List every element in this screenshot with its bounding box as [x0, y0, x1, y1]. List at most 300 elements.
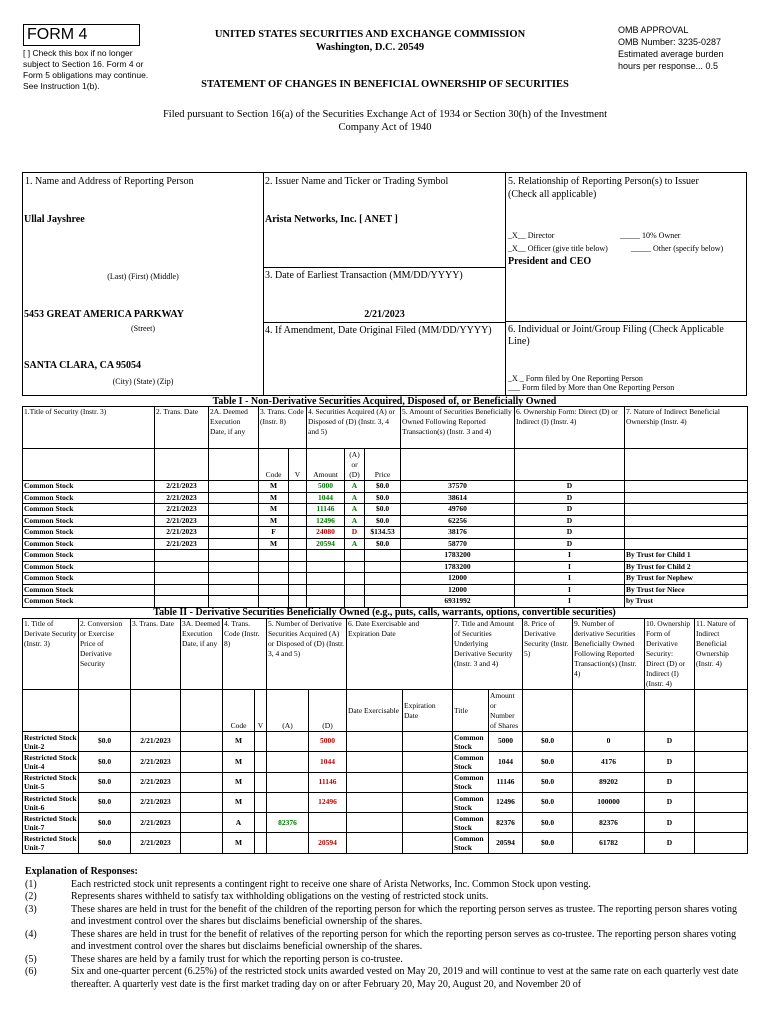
table2-cell: $0.0 [79, 732, 131, 752]
table2-cell [403, 792, 453, 812]
table2-cell: 2/21/2023 [131, 732, 181, 752]
table1-row [23, 584, 748, 596]
table2-cell: 20594 [309, 833, 347, 853]
table2-cell: Common Stock [453, 792, 489, 812]
explanation-section [25, 866, 745, 991]
table1-cell: D [515, 515, 625, 527]
table1-cell [289, 504, 307, 516]
table1-cell [289, 515, 307, 527]
table1-cell [289, 538, 307, 550]
table1-cell [345, 550, 365, 562]
table1-cell [209, 527, 259, 539]
table1-cell: 38176 [401, 527, 515, 539]
reporter-city: SANTA CLARA, CA 95054 [24, 360, 142, 371]
t2-h-date: 3. Trans. Date [131, 619, 181, 690]
explanation-number: (2) [25, 891, 37, 902]
table1-cell: Common Stock [23, 550, 155, 562]
table2-cell [181, 813, 223, 833]
box1-label: 1. Name and Address of Reporting Person [25, 176, 194, 187]
table1-cell [209, 481, 259, 493]
table1-cell: I [515, 584, 625, 596]
table1-cell [209, 561, 259, 573]
t1-h-amount: 5. Amount of Securities Beneficially Owned Following Reported Transaction(s) (Instr. 3 and 4) [401, 407, 515, 449]
table1-cell: D [515, 492, 625, 504]
table2-cell [403, 813, 453, 833]
explanation-text: Represents shares withheld to satisfy tax withholding obligations on the vesting of restricted stock units. [71, 891, 489, 902]
t2-h-number: 5. Number of Derivative Securities Acquired (A) or Disposed of (D) (Instr. 3, 4 and 5) [267, 619, 347, 690]
table1-cell [289, 584, 307, 596]
table2-cell [695, 833, 748, 853]
t2-h-form: 10. Ownership Form of Derivative Security: Direct (D) or Indirect (I) (Instr. 4) [645, 619, 695, 690]
table2-cell [255, 813, 267, 833]
table1-cell: $0.0 [365, 481, 401, 493]
table2-cell: D [645, 732, 695, 752]
table2-cell [181, 732, 223, 752]
box6-label: 6. Individual or Joint/Group Filing (Check Applicable Line) [508, 324, 724, 347]
table2 [22, 618, 748, 854]
t2-sub-code: Code [223, 690, 255, 732]
street-caption: (Street) [131, 324, 155, 333]
box5-label: 5. Relationship of Reporting Person(s) to Issuer [508, 176, 699, 187]
table1-cell: 1783200 [401, 550, 515, 562]
table2-cell [347, 792, 403, 812]
t1-h-date: 2. Trans. Date [155, 407, 209, 449]
table1-cell [345, 596, 365, 608]
table2-cell [267, 833, 309, 853]
table1-cell [155, 550, 209, 562]
table1-cell: 11146 [307, 504, 345, 516]
t2-h-title: 1. Title of Derivate Security (Instr. 3) [23, 619, 79, 690]
table2-row [23, 772, 748, 792]
earliest-date: 2/21/2023 [364, 309, 405, 320]
table1-cell: By Trust for Child 2 [625, 561, 748, 573]
explanation-number: (1) [25, 878, 37, 890]
table2-cell [255, 833, 267, 853]
rel-other: _____ Other (specify below) [631, 244, 724, 253]
table2-cell: 1044 [489, 752, 523, 772]
table1-cell: Common Stock [23, 561, 155, 573]
t1-h-acquired: 4. Securities Acquired (A) or Disposed of (D) (Instr. 3, 4 and 5) [307, 407, 401, 449]
t2-sub-title: Title [453, 690, 489, 732]
check-box-note: [ ] Check this box if no longer subject to Section 16. Form 4 or Form 5 obligations may continue. See Instruction 1(b). [23, 48, 149, 91]
table1-cell: Common Stock [23, 573, 155, 585]
table2-cell [267, 772, 309, 792]
table1-cell: 2/21/2023 [155, 527, 209, 539]
table1-cell [209, 584, 259, 596]
table2-cell [347, 772, 403, 792]
table1-cell [155, 584, 209, 596]
table1-cell [289, 492, 307, 504]
table1-cell: 1044 [307, 492, 345, 504]
table2-cell: M [223, 752, 255, 772]
table1-row [23, 515, 748, 527]
table1-cell: D [515, 538, 625, 550]
table2-title: Table II - Derivative Securities Beneficially Owned (e.g., puts, calls, warrants, options, convertible securities) [153, 607, 616, 618]
table2-cell: Common Stock [453, 752, 489, 772]
explanation-item [25, 954, 745, 967]
table1-cell: M [259, 481, 289, 493]
table2-cell [403, 732, 453, 752]
table2-cell: Restricted Stock Unit-2 [24, 732, 77, 751]
table1-cell: 12000 [401, 584, 515, 596]
table2-cell: 11146 [489, 772, 523, 792]
table1-cell [209, 550, 259, 562]
table2-row [23, 792, 748, 812]
t2-h-exercisable: 6. Date Exercisable and Expiration Date [347, 619, 453, 690]
table1-cell [625, 527, 748, 539]
table1-cell [289, 561, 307, 573]
table1-cell [345, 573, 365, 585]
explanation-item [25, 891, 745, 904]
explanation-title: Explanation of Responses: [25, 866, 138, 877]
table2-cell: 5000 [309, 732, 347, 752]
table1-cell [155, 561, 209, 573]
table2-cell: $0.0 [523, 732, 573, 752]
t1-sub-code: Code [259, 449, 289, 481]
table2-cell: $0.0 [523, 792, 573, 812]
table1-cell: A [345, 504, 365, 516]
table2-cell: Restricted Stock Unit-5 [24, 773, 77, 792]
explanation-item [25, 929, 745, 954]
explanation-text: Six and one-quarter percent (6.25%) of the restricted stock units awarded vested on May 20, 2019 and will continue to vest at the same rate on each quarterly vest date thereafter. A quarterly vest date is the first market trading day on or after February 20, May 20, August 20, and November 20 of [71, 966, 739, 990]
table2-cell: $0.0 [523, 833, 573, 853]
explanation-text: These shares are held by a family trust for which the reporting person is co-trustee. [71, 953, 403, 965]
table2-cell [695, 772, 748, 792]
table1-cell [209, 504, 259, 516]
table1-cell: $0.0 [365, 515, 401, 527]
city-caption: (City) (State) (Zip) [112, 377, 174, 386]
table1-cell: By Trust for Nephew [625, 573, 748, 585]
table1-title: Table I - Non-Derivative Securities Acquired, Disposed of, or Beneficially Owned [212, 396, 557, 407]
table2-cell: 11146 [309, 772, 347, 792]
table1-cell [365, 561, 401, 573]
t1-h-title: 1.Title of Security (Instr. 3) [23, 407, 155, 449]
table2-cell [255, 752, 267, 772]
t2-sub-d: (D) [309, 690, 347, 732]
table1-cell [365, 596, 401, 608]
table1-cell [365, 584, 401, 596]
table2-cell [181, 752, 223, 772]
omb-approval [618, 24, 758, 72]
table1-row [23, 538, 748, 550]
t2-sub-shares: Amount or Number of Shares [489, 690, 523, 732]
table1-row [23, 561, 748, 573]
t2-h-conversion: 2. Conversion or Exercise Price of Derivative Security [79, 619, 131, 690]
agency-name [180, 28, 560, 54]
table2-cell: A [223, 813, 255, 833]
t1-h-nature: 7. Nature of Indirect Beneficial Ownership (Instr. 4) [625, 407, 748, 449]
rel-ten-percent: _____ 10% Owner [620, 231, 681, 240]
table2-cell [255, 772, 267, 792]
table1-cell [289, 596, 307, 608]
table1-cell [289, 481, 307, 493]
t1-h-form: 6. Ownership Form: Direct (D) or Indirect (I) (Instr. 4) [515, 407, 625, 449]
table1-cell: 2/21/2023 [155, 492, 209, 504]
t2-h-underlying: 7. Title and Amount of Securities Underlying Derivative Security (Instr. 3 and 4) [453, 619, 523, 690]
table2-cell: 61782 [573, 833, 645, 853]
table2-cell: $0.0 [79, 813, 131, 833]
explanation-number: (4) [25, 928, 37, 940]
table1-cell [625, 504, 748, 516]
table1-cell: A [345, 492, 365, 504]
table2-cell: D [645, 833, 695, 853]
t2-sub-v: V [255, 690, 267, 732]
table2-cell: Restricted Stock Unit-6 [24, 793, 77, 812]
table2-cell [181, 833, 223, 853]
table2-cell: D [645, 813, 695, 833]
table1-cell: A [345, 481, 365, 493]
officer-title: President and CEO [508, 256, 592, 267]
t1-h-deemed: 2A. Deemed Execution Date, if any [209, 407, 259, 449]
table2-cell: 82376 [267, 813, 309, 833]
reporter-name: Ullal Jayshree [24, 214, 85, 225]
table1-cell: $0.0 [365, 538, 401, 550]
t1-sub-aord: (A) or (D) [345, 449, 365, 481]
table1-cell [259, 550, 289, 562]
table2-cell [267, 732, 309, 752]
table1-cell [259, 573, 289, 585]
table2-cell: 2/21/2023 [131, 813, 181, 833]
table1-cell: By Trust for Niece [625, 584, 748, 596]
table1-cell: 38614 [401, 492, 515, 504]
table2-cell: D [645, 772, 695, 792]
table2-cell [347, 732, 403, 752]
table1-cell [259, 561, 289, 573]
table2-cell: D [645, 792, 695, 812]
table1-cell [345, 561, 365, 573]
table1-cell: 1783200 [401, 561, 515, 573]
table2-cell [267, 792, 309, 812]
table1-cell: D [515, 527, 625, 539]
table2-cell: Restricted Stock Unit-7 [24, 813, 77, 832]
table1-row [23, 596, 748, 608]
t2-h-price: 8. Price of Derivative Security (Instr. 5) [523, 619, 573, 690]
explanation-item [25, 966, 745, 991]
table2-cell: Common Stock [453, 833, 489, 853]
filing-one: _X _ Form filed by One Reporting Person [508, 374, 643, 383]
table1-cell: M [259, 538, 289, 550]
table1-cell: I [515, 550, 625, 562]
table2-cell: M [223, 792, 255, 812]
table1-cell [625, 515, 748, 527]
table2-cell: 12496 [309, 792, 347, 812]
table2-cell: 12496 [489, 792, 523, 812]
table1-cell: I [515, 561, 625, 573]
filed-pursuant: Filed pursuant to Section 16(a) of the Securities Exchange Act of 1934 or Section 30(h) of the Investment Company Act of 1940 [162, 109, 608, 133]
table2-cell [347, 813, 403, 833]
table2-cell: Restricted Stock Unit-7 [24, 834, 77, 853]
table2-row [23, 752, 748, 772]
table1-cell: 12000 [401, 573, 515, 585]
table1-cell: Common Stock [23, 515, 155, 527]
reporter-street: 5453 GREAT AMERICA PARKWAY [24, 309, 184, 320]
table2-cell: $0.0 [79, 792, 131, 812]
table2-cell [403, 772, 453, 792]
table2-cell [267, 752, 309, 772]
table2-cell: 20594 [489, 833, 523, 853]
table1-cell: A [345, 515, 365, 527]
table2-cell: Common Stock [453, 813, 489, 833]
table1-cell [209, 492, 259, 504]
table2-cell [695, 813, 748, 833]
table1-cell: Common Stock [23, 481, 155, 493]
table2-cell [181, 792, 223, 812]
table2-cell: Common Stock [453, 772, 489, 792]
t2-sub-expiration: Expiration Date [403, 690, 453, 732]
t1-h-code: 3. Trans. Code (Instr. 8) [259, 407, 307, 449]
table2-cell: M [223, 833, 255, 853]
table2-cell: 2/21/2023 [131, 752, 181, 772]
table1-cell: 49760 [401, 504, 515, 516]
omb-burden-2: hours per response... 0.5 [618, 61, 719, 71]
explanation-text: Each restricted stock unit represents a contingent right to receive one share of Arista Networks, Inc. Common Stock upon vesting. [71, 878, 591, 890]
table1-cell [209, 596, 259, 608]
table1-cell: Common Stock [23, 538, 155, 550]
table1 [22, 406, 748, 608]
table1-row [23, 504, 748, 516]
table2-cell: $0.0 [79, 833, 131, 853]
table1-cell: 6931992 [401, 596, 515, 608]
table1-row [23, 527, 748, 539]
table1-cell: D [515, 504, 625, 516]
table2-cell: 2/21/2023 [131, 792, 181, 812]
table2-cell: 100000 [573, 792, 645, 812]
explanation-number: (5) [25, 953, 37, 965]
t1-sub-v: V [289, 449, 307, 481]
table2-row [23, 833, 748, 853]
table1-cell [307, 550, 345, 562]
table2-cell: $0.0 [79, 772, 131, 792]
table1-cell [289, 527, 307, 539]
table1-cell: Common Stock [23, 527, 155, 539]
omb-burden-1: Estimated average burden [618, 49, 724, 59]
t2-h-nature: 11. Nature of Indirect Beneficial Ownership (Instr. 4) [695, 619, 748, 690]
table1-row [23, 492, 748, 504]
table1-cell [365, 550, 401, 562]
table1-cell: $0.0 [365, 504, 401, 516]
t1-sub-amount: Amount [307, 449, 345, 481]
table1-cell: 2/21/2023 [155, 504, 209, 516]
box4-label: 4. If Amendment, Date Original Filed (MM/DD/YYYY) [265, 325, 492, 336]
table1-cell: A [345, 538, 365, 550]
table1-cell: 12496 [307, 515, 345, 527]
table1-cell: 20594 [307, 538, 345, 550]
table1-cell: I [515, 596, 625, 608]
table1-cell [209, 538, 259, 550]
table2-cell [403, 833, 453, 853]
table1-cell: D [345, 527, 365, 539]
table1-cell [365, 573, 401, 585]
omb-number: OMB Number: 3235-0287 [618, 37, 722, 47]
table1-cell [307, 596, 345, 608]
table1-cell: By Trust for Child 1 [625, 550, 748, 562]
table2-cell: 82376 [573, 813, 645, 833]
explanation-text: These shares are held in trust for the benefit of relatives of the reporting person for which the reporting person serves as co-trustee. The reporting person shares voting and investment control over the shares but disclaims beneficial ownership of the shares. [71, 928, 737, 952]
t2-h-owned: 9. Number of derivative Securities Beneficially Owned Following Reported Transaction(s) (Instr. 4) [573, 619, 645, 690]
table1-row [23, 573, 748, 585]
issuer-name: Arista Networks, Inc. [ ANET ] [265, 214, 398, 225]
omb-title: OMB APPROVAL [618, 25, 689, 35]
table2-cell: 82376 [489, 813, 523, 833]
table2-cell: 0 [573, 732, 645, 752]
table1-cell: Common Stock [23, 492, 155, 504]
table2-cell [181, 772, 223, 792]
table1-cell [345, 584, 365, 596]
table2-cell [347, 752, 403, 772]
table1-cell: 2/21/2023 [155, 538, 209, 550]
table2-cell: 2/21/2023 [131, 772, 181, 792]
form-title: FORM 4 [23, 24, 140, 46]
explanation-item [25, 904, 745, 929]
explanation-number: (3) [25, 903, 37, 915]
table2-cell [255, 792, 267, 812]
table1-cell [307, 573, 345, 585]
table1-cell: 62256 [401, 515, 515, 527]
table2-cell: M [223, 772, 255, 792]
agency-line-2: Washington, D.C. 20549 [315, 42, 425, 53]
table1-cell: 58770 [401, 538, 515, 550]
table1-cell [307, 584, 345, 596]
agency-line-1: UNITED STATES SECURITIES AND EXCHANGE COMMISSION [214, 29, 526, 40]
table2-row [23, 732, 748, 752]
table2-cell: Restricted Stock Unit-4 [24, 752, 77, 771]
box3-label: 3. Date of Earliest Transaction (MM/DD/YYYY) [265, 270, 463, 281]
table1-cell: Common Stock [23, 504, 155, 516]
box5-sub: (Check all applicable) [508, 189, 597, 200]
table1-cell [307, 561, 345, 573]
table1-cell [289, 573, 307, 585]
box2-label: 2. Issuer Name and Ticker or Trading Symbol [265, 176, 449, 187]
t1-sub-price: Price [365, 449, 401, 481]
explanation-text: These shares are held in trust for the benefit of the children of the reporting person for which the reporting person serves as trustee. The reporting person shares voting and investment control over the shares but disclaims beneficial ownership of the shares. [71, 903, 737, 927]
table1-cell: 5000 [307, 481, 345, 493]
table1-cell: $0.0 [365, 492, 401, 504]
table1-cell [155, 596, 209, 608]
t2-h-deemed: 3A. Deemed Execution Date, if any [181, 619, 223, 690]
table1-cell: Common Stock [23, 596, 155, 608]
statement-title: STATEMENT OF CHANGES IN BENEFICIAL OWNERSHIP OF SECURITIES [201, 79, 569, 90]
table1-cell [259, 584, 289, 596]
table2-cell [347, 833, 403, 853]
table1-cell: M [259, 504, 289, 516]
table1-row [23, 550, 748, 562]
table1-cell: Common Stock [23, 584, 155, 596]
table1-cell: $134.53 [365, 527, 401, 539]
table2-cell: D [645, 752, 695, 772]
table2-cell [695, 732, 748, 752]
table2-cell [255, 732, 267, 752]
table1-cell [209, 515, 259, 527]
table2-cell [695, 752, 748, 772]
table2-cell: 2/21/2023 [131, 833, 181, 853]
table1-cell: 2/21/2023 [155, 481, 209, 493]
table2-cell: 5000 [489, 732, 523, 752]
table2-cell: M [223, 732, 255, 752]
table2-cell: $0.0 [523, 772, 573, 792]
t2-sub-exercisable: Date Exercisable [347, 690, 403, 732]
table2-cell: $0.0 [79, 752, 131, 772]
table2-cell: Common Stock [453, 732, 489, 752]
table1-cell: by Trust [625, 596, 748, 608]
table1-cell: D [515, 481, 625, 493]
table2-row [23, 813, 748, 833]
table1-cell: M [259, 515, 289, 527]
name-caption: (Last) (First) (Middle) [107, 272, 179, 281]
table1-cell: F [259, 527, 289, 539]
table1-cell [209, 573, 259, 585]
rel-director: _X__ Director [508, 231, 555, 240]
table1-cell: 37570 [401, 481, 515, 493]
